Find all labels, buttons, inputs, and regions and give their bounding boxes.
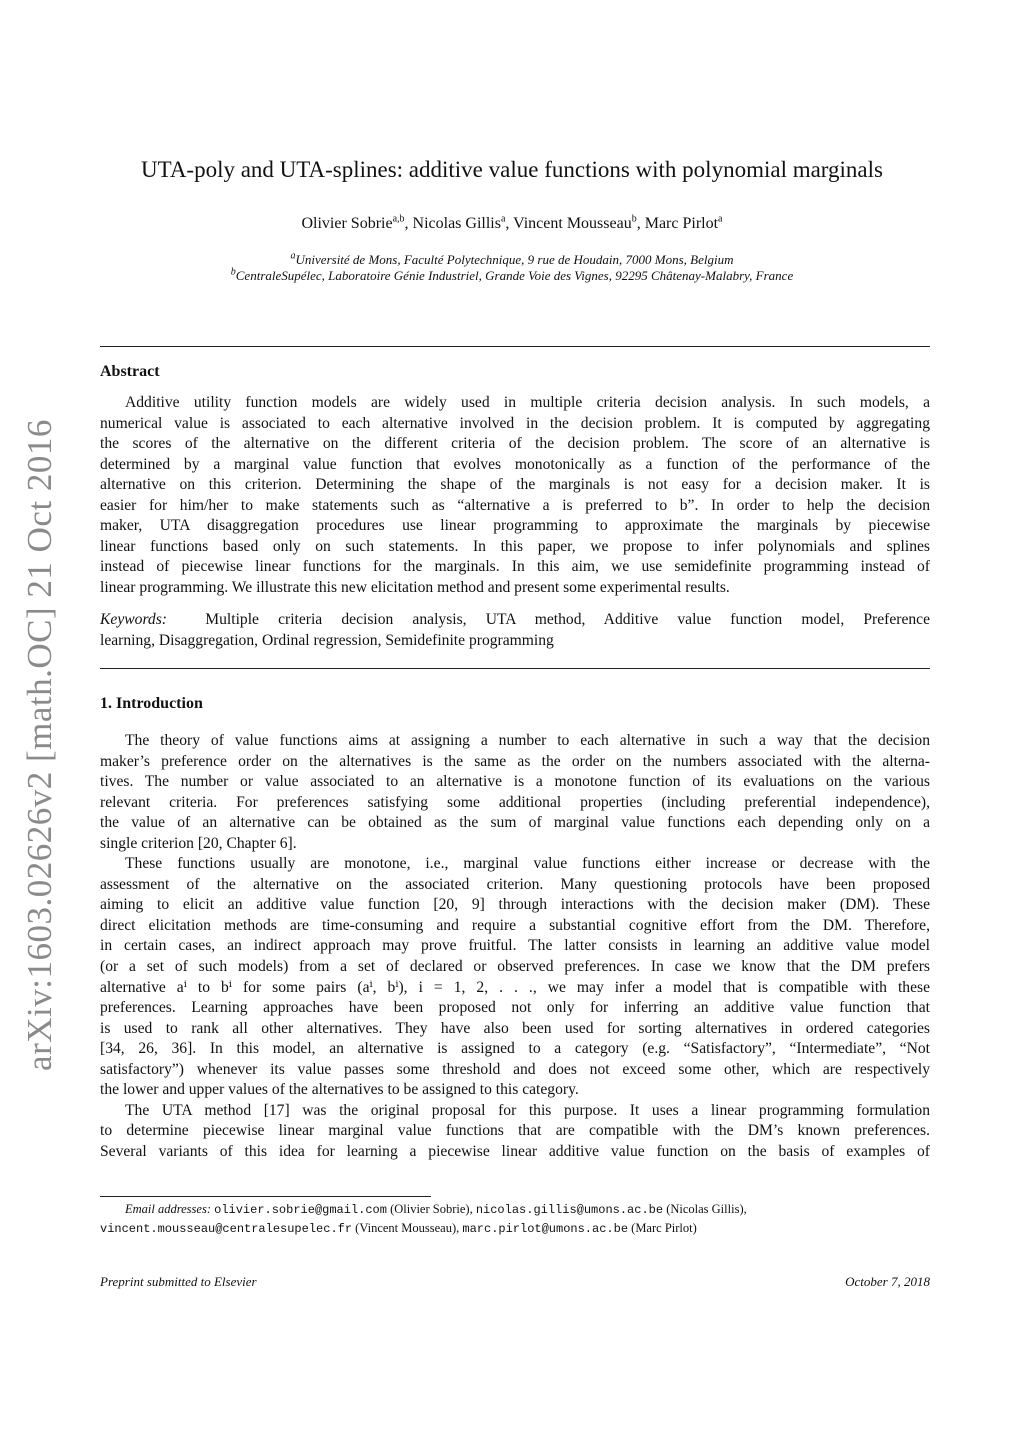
keywords-line — [100, 610, 930, 631]
divider — [100, 346, 930, 347]
text-line: easier for him/her to make statements such as “alternative a is preferred to b”. In order to help the decision — [100, 496, 930, 514]
divider — [100, 668, 930, 669]
text-line: Additive utility function models are widely used in multiple criteria decision analysis. In such models, a — [125, 394, 930, 411]
keywords-label: Keywords: — [100, 611, 167, 628]
abstract-heading: Abstract — [100, 363, 160, 380]
introduction-body — [100, 731, 930, 1162]
text-line: the lower and upper values of the alternatives to be assigned to this category. — [100, 1081, 579, 1099]
text-line: instead of piecewise linear functions for the marginals. In this aim, we use semidefinite programming instead of — [100, 558, 930, 576]
arxiv-stamp: arXiv:1603.02626v2 [math.OC] 21 Oct 2016 — [20, 419, 59, 1071]
text-line: maker’s preference order on the alternatives is the same as the order on the numbers associated with the alterna- — [100, 752, 930, 770]
text-line: aiming to elicit an additive value function [20, 9] through interactions with the decision maker (DM). These — [100, 896, 930, 914]
text-line: the value of an alternative can be obtained as the sum of marginal value functions each depending only on a — [100, 814, 930, 832]
footnote-label: Email addresses: — [125, 1202, 211, 1216]
text-line: Several variants of this idea for learning a piecewise linear additive value function on the basis of examples of — [100, 1142, 930, 1160]
separator: , — [404, 215, 413, 232]
email-owner: (Vincent Mousseau), — [352, 1221, 463, 1235]
author: Marc Pirlot — [644, 215, 719, 232]
email-owner: (Nicolas Gillis), — [663, 1202, 747, 1216]
text-line: in certain cases, an indirect approach may prove fruitful. The latter consists in learning an additive value model — [100, 937, 930, 955]
affiliation — [0, 268, 1024, 284]
keywords-text: Multiple criteria decision analysis, UTA method, Additive value function model, Preference — [205, 611, 931, 628]
keywords-line: learning, Disaggregation, Ordinal regression, Semidefinite programming — [100, 631, 554, 649]
text-line: These functions usually are monotone, i.e., marginal value functions either increase or decrease with the — [125, 855, 930, 873]
text-line: The UTA method [17] was the original proposal for this purpose. It uses a linear programming formulation — [125, 1101, 930, 1119]
email-link[interactable]: olivier.sobrie@gmail.com — [214, 1203, 387, 1217]
email-link[interactable]: nicolas.gillis@umons.ac.be — [475, 1203, 664, 1217]
email-link[interactable]: vincent.mousseau@centralesupelec.fr — [100, 1222, 353, 1236]
text-line: relevant criteria. For preferences satisfying some additional properties (including preferential independence), — [100, 793, 930, 811]
author-affiliation-mark: a — [500, 213, 506, 225]
author-list — [0, 215, 1024, 233]
text-line: satisfactory”) whenever its value passes some threshold and does not exceed some other, which are respectively — [100, 1060, 930, 1078]
text-line: assessment of the alternative on the associated criterion. Many questioning protocols have been proposed — [100, 875, 930, 893]
text-line: (or a set of such models) from a set of declared or observed preferences. In case we know that the DM prefers — [100, 958, 930, 976]
affiliation-text: CentraleSupélec, Laboratoire Génie Industriel, Grande Voie des Vignes, 92295 Châtenay-Malabry, France — [235, 268, 794, 283]
email-link[interactable]: marc.pirlot@umons.ac.be — [462, 1222, 629, 1236]
email-owner: (Marc Pirlot) — [628, 1221, 697, 1235]
text-line: determined by a marginal value function that evolves monotonically as a function of the performance of the — [100, 455, 930, 473]
author-affiliation-mark: b — [631, 213, 637, 225]
paper-title: UTA-poly and UTA-splines: additive value functions with polynomial marginals — [141, 157, 883, 182]
text-line: the scores of the alternative on the different criteria of the decision problem. The score of an alternative is — [100, 435, 930, 453]
affiliation-mark: a — [290, 250, 296, 262]
text-line: tives. The number or value associated to an alternative is a monotone function of its evaluations on the various — [100, 773, 930, 791]
footnote-rule — [100, 1196, 431, 1197]
section-heading: 1. Introduction — [100, 695, 203, 712]
keywords — [100, 610, 930, 651]
footer-date: October 7, 2018 — [845, 1274, 930, 1289]
text-line: alternative aⁱ to bⁱ for some pairs (aⁱ, bⁱ), i = 1, 2, . . ., we may infer a model that is compatible with these — [100, 978, 930, 996]
author: Nicolas Gillis — [412, 215, 501, 232]
separator: , — [636, 215, 645, 232]
text-line: preferences. Learning approaches have been proposed not only for inferring an additive value function that — [100, 999, 930, 1017]
text-line: to determine piecewise linear marginal value functions that are compatible with the DM’s known preferences. — [100, 1122, 930, 1140]
text-line: linear programming. We illustrate this new elicitation method and present some experimental results. — [100, 578, 730, 596]
author: Olivier Sobrie — [301, 215, 393, 232]
text-line: The theory of value functions aims at assigning a number to each alternative in such a way that the decision — [125, 732, 930, 749]
text-line: linear functions based only on such statements. In this paper, we propose to infer polynomials and splines — [100, 537, 930, 555]
text-line: [34, 26, 36]. In this model, an alternative is assigned to a category (e.g. “Satisfactory”, “Intermediate”, “Not — [100, 1040, 930, 1058]
text-line: direct elicitation methods are time-consuming and require a substantial cognitive effort from the DM. Therefore, — [100, 916, 930, 934]
text-line: maker, UTA disaggregation procedures use linear programming to approximate the marginals by piecewise — [100, 517, 930, 535]
text-line: single criterion [20, Chapter 6]. — [100, 834, 297, 852]
affiliation — [0, 252, 1024, 268]
author-affiliation-mark: a,b — [392, 213, 405, 225]
abstract-body — [100, 393, 930, 598]
footer-left: Preprint submitted to Elsevier — [100, 1274, 257, 1289]
email-owner: (Olivier Sobrie), — [386, 1202, 476, 1216]
text-line: numerical value is associated to each alternative involved in the decision problem. It is computed by aggregating — [100, 414, 930, 432]
author-affiliation-mark: a — [718, 213, 723, 225]
footnote — [100, 1200, 930, 1238]
separator: , — [505, 215, 514, 232]
affiliation-mark: b — [230, 266, 236, 278]
affiliation-text: Université de Mons, Faculté Polytechnique, 9 rue de Houdain, 7000 Mons, Belgium — [295, 252, 734, 267]
text-line: alternative on this criterion. Determining the shape of the marginals is not easy for a decision maker. It is — [100, 476, 930, 494]
text-line: is used to rank all other alternatives. They have also been used for sorting alternatives in ordered categories — [100, 1019, 930, 1037]
author: Vincent Mousseau — [513, 215, 632, 232]
